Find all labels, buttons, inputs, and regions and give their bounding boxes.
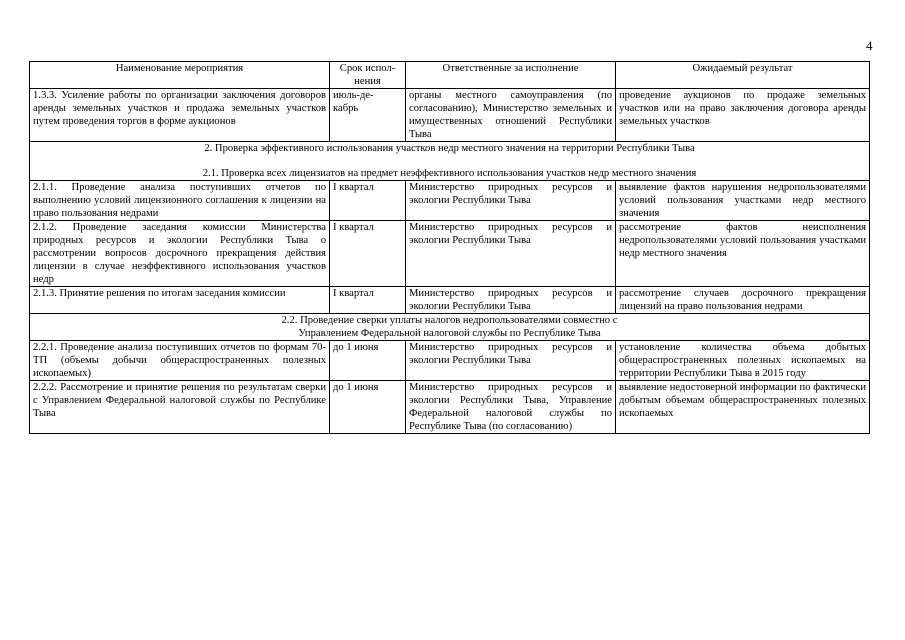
row-deadline: июль-де- кабрь	[330, 89, 406, 142]
row-name: 1.3.3. Усиление работы по организации заключения договоров аренды земельных участков и продажа земельных участков путем проведения торгов в форме аукционов	[30, 89, 330, 142]
row-responsible: Министерство природных ресурсов и экологии Республики Тыва	[406, 341, 616, 381]
row-result: рассмотрение случаев досрочного прекращения лицензий на право пользования недрами	[616, 287, 870, 314]
row-name: 2.1.3. Принятие решения по итогам заседания комиссии	[30, 287, 330, 314]
header-responsible: Ответственные за исполнение	[406, 62, 616, 89]
row-deadline: I квартал	[330, 287, 406, 314]
row-deadline: I квартал	[330, 221, 406, 287]
header-row	[30, 62, 870, 89]
row-responsible: Министерство природных ресурсов и экологии Республики Тыва	[406, 287, 616, 314]
row-name: 2.1.2. Проведение заседания комиссии Министерства природных ресурсов и экологии Республики Тыва о рассмотрении вопросов досрочного прекращения действия лицензии в случае неэффективного использования участков недр	[30, 221, 330, 287]
row-deadline: до 1 июня	[330, 341, 406, 381]
row-name: 2.2.1. Проведение анализа поступивших отчетов по формам 70-ТП (объемы добычи общераспространенных полезных ископаемых)	[30, 341, 330, 381]
row-name: 2.1.1. Проведение анализа поступивших отчетов по выполнению условий лицензионного соглашения к лицензии на право пользования недрами	[30, 181, 330, 221]
header-deadline: Срок испол- нения	[330, 62, 406, 89]
page-number: 4	[866, 38, 873, 53]
section-2-1-title: 2.1. Проверка всех лицензиатов на предмет неэффективного использования участков недр местного значения	[202, 168, 697, 179]
section-row	[30, 314, 870, 341]
table-row	[30, 341, 870, 381]
row-deadline: до 1 июня	[330, 381, 406, 434]
row-responsible: Министерство природных ресурсов и экологии Республики Тыва, Управление Федеральной налоговой службы по Республике Тыва (по согласованию)	[406, 381, 616, 434]
header-result: Ожидаемый результат	[616, 62, 870, 89]
section-2-2-line1: 2.2. Проведение сверки уплаты налогов недропользователями совместно с	[281, 315, 618, 326]
section-2-title: 2. Проверка эффективного использования участков недр местного значения на территории Республики Тыва	[204, 143, 695, 154]
action-plan-table	[29, 61, 870, 434]
row-deadline: I квартал	[330, 181, 406, 221]
section-2-2-heading	[30, 314, 870, 341]
row-result: установление количества объема добытых общераспространенных полезных ископаемых на территории Республики Тыва в 2015 году	[616, 341, 870, 381]
table-row	[30, 89, 870, 142]
row-responsible: Министерство природных ресурсов и экологии Республики Тыва	[406, 181, 616, 221]
row-result: выявление фактов нарушения недропользователями условий пользования участками недр местного значения	[616, 181, 870, 221]
header-name: Наименование мероприятия	[30, 62, 330, 89]
table-row	[30, 181, 870, 221]
table-row	[30, 287, 870, 314]
section-row	[30, 142, 870, 181]
row-result: рассмотрение фактов неисполнения недропользователями условий пользования участками недр местного значения	[616, 221, 870, 287]
table-row	[30, 221, 870, 287]
row-result: проведение аукционов по продаже земельных участков или на право заключения договора аренды земельных участков	[616, 89, 870, 142]
row-name: 2.2.2. Рассмотрение и принятие решения по результатам сверки с Управлением Федеральной налоговой службы по Республике Тыва	[30, 381, 330, 434]
section-2-heading	[30, 142, 870, 181]
row-responsible: Министерство природных ресурсов и экологии Республики Тыва	[406, 221, 616, 287]
row-result: выявление недостоверной информации по фактически добытым объемам общераспространенных полезных ископаемых	[616, 381, 870, 434]
section-2-2-line2: Управлением Федеральной налоговой службы по Республике Тыва	[298, 328, 601, 339]
table-row	[30, 381, 870, 434]
row-responsible: органы местного самоуправления (по согласованию), Министерство земельных и имущественных отношений Республики Тыва	[406, 89, 616, 142]
